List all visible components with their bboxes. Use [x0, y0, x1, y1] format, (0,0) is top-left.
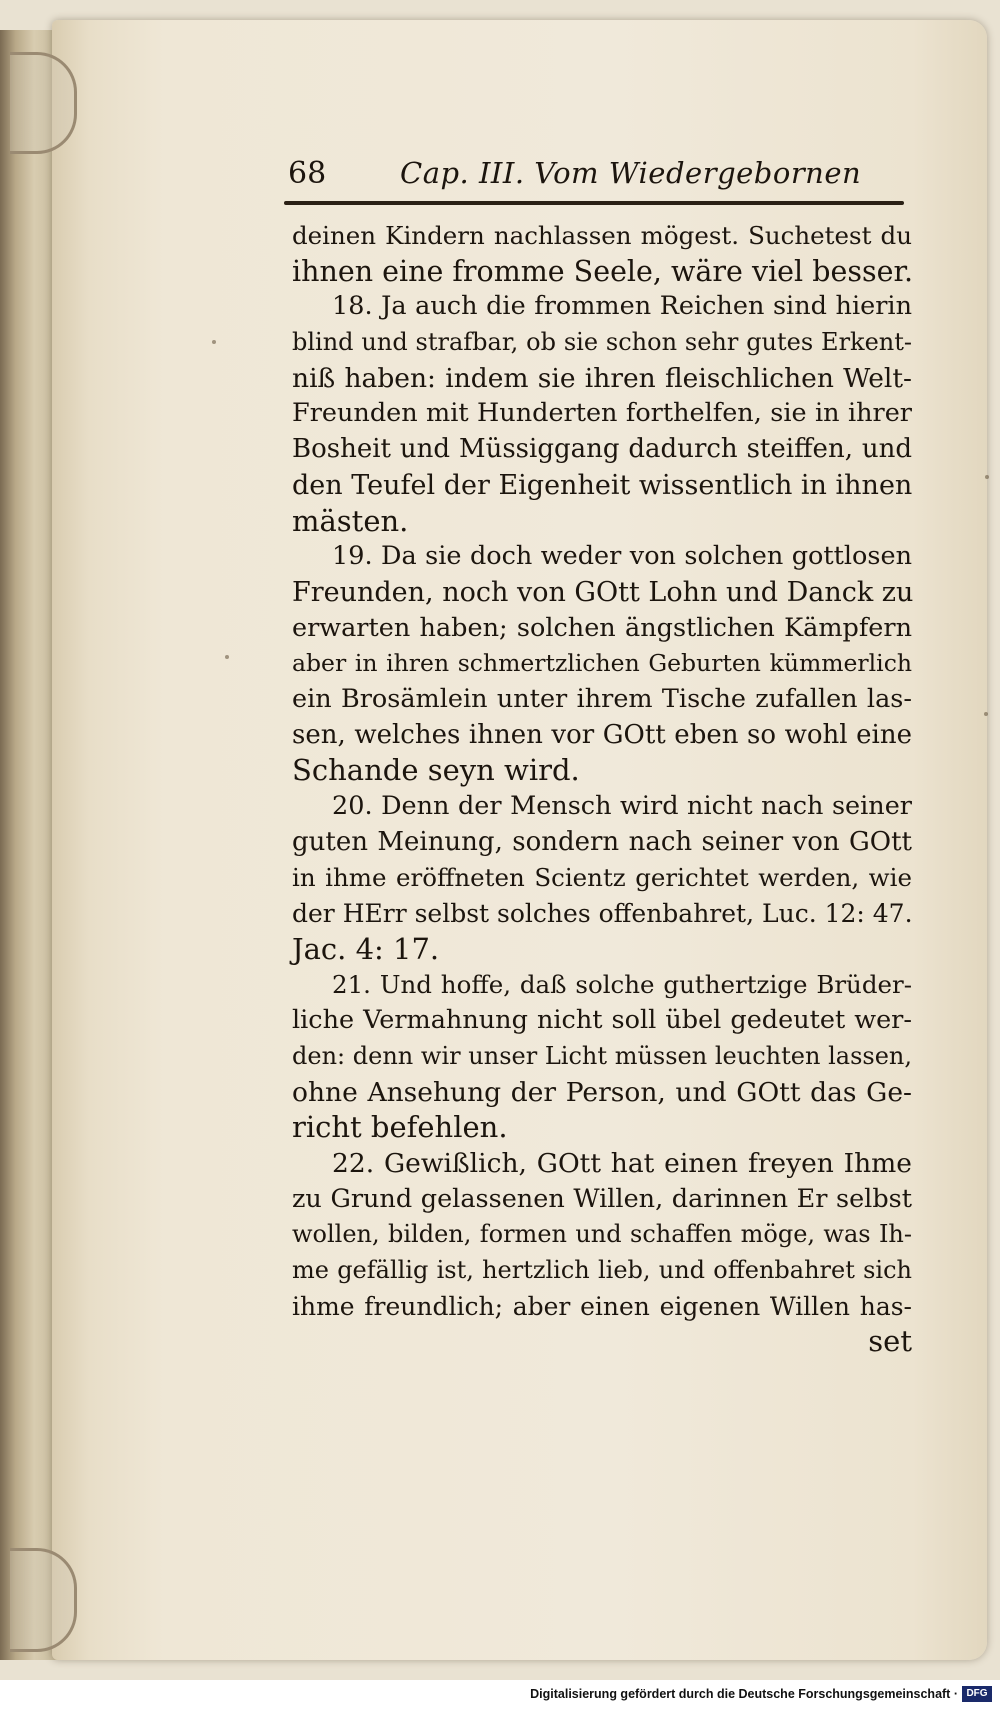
paragraph-start: 19. Da sie doch weder von solchen gottlosen — [332, 541, 912, 572]
text-line: Freunden mit Hunderten forthelfen, sie in ihrer — [292, 398, 912, 429]
text-line: ein Brosämlein unter ihrem Tische zufallen las- — [292, 683, 912, 714]
paper-speck — [212, 340, 216, 344]
text-line: deinen Kindern nachlassen mögest. Suchetest du — [292, 221, 912, 250]
text-line: Jac. 4: 17. — [292, 931, 440, 966]
text-line: ihme freundlich; aber einen eigenen Willen has- — [292, 1291, 912, 1321]
paper-speck — [984, 712, 988, 716]
paper-speck — [985, 475, 989, 479]
text-line: blind und strafbar, ob sie schon sehr gutes Erkent- — [292, 328, 912, 357]
text-line: ohne Ansehung der Person, und GOtt das Ge- — [292, 1076, 912, 1108]
text-line: zu Grund gelassenen Willen, darinnen Er selbst — [292, 1183, 912, 1214]
paragraph-start: 22. Gewißlich, GOtt hat einen freyen Ihme — [332, 1147, 912, 1179]
text-line: me gefällig ist, hertzlich lieb, und offenbahret sich — [292, 1255, 912, 1284]
header-rule — [284, 201, 904, 205]
dfg-logo: DFG — [962, 1686, 992, 1702]
text-line: Freunden, noch von GOtt Lohn und Danck zu — [292, 576, 914, 608]
paragraph-start: 21. Und hoffe, daß solche guthertzige Brüder- — [332, 970, 912, 1000]
running-header — [288, 152, 908, 198]
text-line: Schande seyn wird. — [292, 753, 580, 788]
footer-credit: Digitalisierung gefördert durch die Deutsche Forschungsgemeinschaft · — [530, 1687, 958, 1701]
catchword: set — [868, 1324, 912, 1359]
page-number: 68 — [288, 156, 327, 191]
text-line: niß haben: indem sie ihren fleischlichen Welt- — [292, 362, 912, 394]
text-line: erwarten haben; solchen ängstlichen Kämpfern — [292, 612, 912, 643]
paragraph-start: 20. Denn der Mensch wird nicht nach seiner — [332, 791, 912, 821]
clip-tab-bottom — [10, 1548, 77, 1652]
body-text — [292, 218, 912, 1360]
paper-speck — [225, 655, 229, 659]
text-line: liche Vermahnung nicht soll übel gedeutet wer- — [292, 1005, 912, 1036]
text-line: in ihme eröffneten Scientz gerichtet werden, wie — [292, 863, 912, 893]
paragraph-start: 18. Ja auch die frommen Reichen sind hierin — [332, 291, 912, 322]
clip-tab-top — [10, 52, 77, 154]
text-line: der HErr selbst solches offenbahret, Luc. 12: 47. — [292, 899, 913, 929]
text-line: guten Meinung, sondern nach seiner von GOtt — [292, 826, 912, 857]
text-line: wollen, bilden, formen und schaffen möge, was Ih- — [292, 1220, 912, 1249]
text-line: sen, welches ihnen vor GOtt eben so wohl eine — [292, 719, 912, 750]
text-line: Bosheit und Müssiggang dadurch steiffen, und — [292, 434, 912, 465]
footer-bar — [0, 1680, 1000, 1710]
text-line: mästen. — [292, 503, 409, 538]
text-line: ihnen eine fromme Seele, wäre viel besser. — [292, 254, 914, 288]
text-line: aber in ihren schmertzlichen Geburten kümmerlich — [292, 649, 912, 678]
text-line: den Teufel der Eigenheit wissentlich in ihnen — [292, 469, 913, 501]
running-title: Cap. III. Vom Wiedergebornen — [400, 156, 862, 190]
text-line: richt befehlen. — [292, 1110, 508, 1145]
text-line: den: denn wir unser Licht müssen leuchten lassen, — [292, 1041, 912, 1070]
